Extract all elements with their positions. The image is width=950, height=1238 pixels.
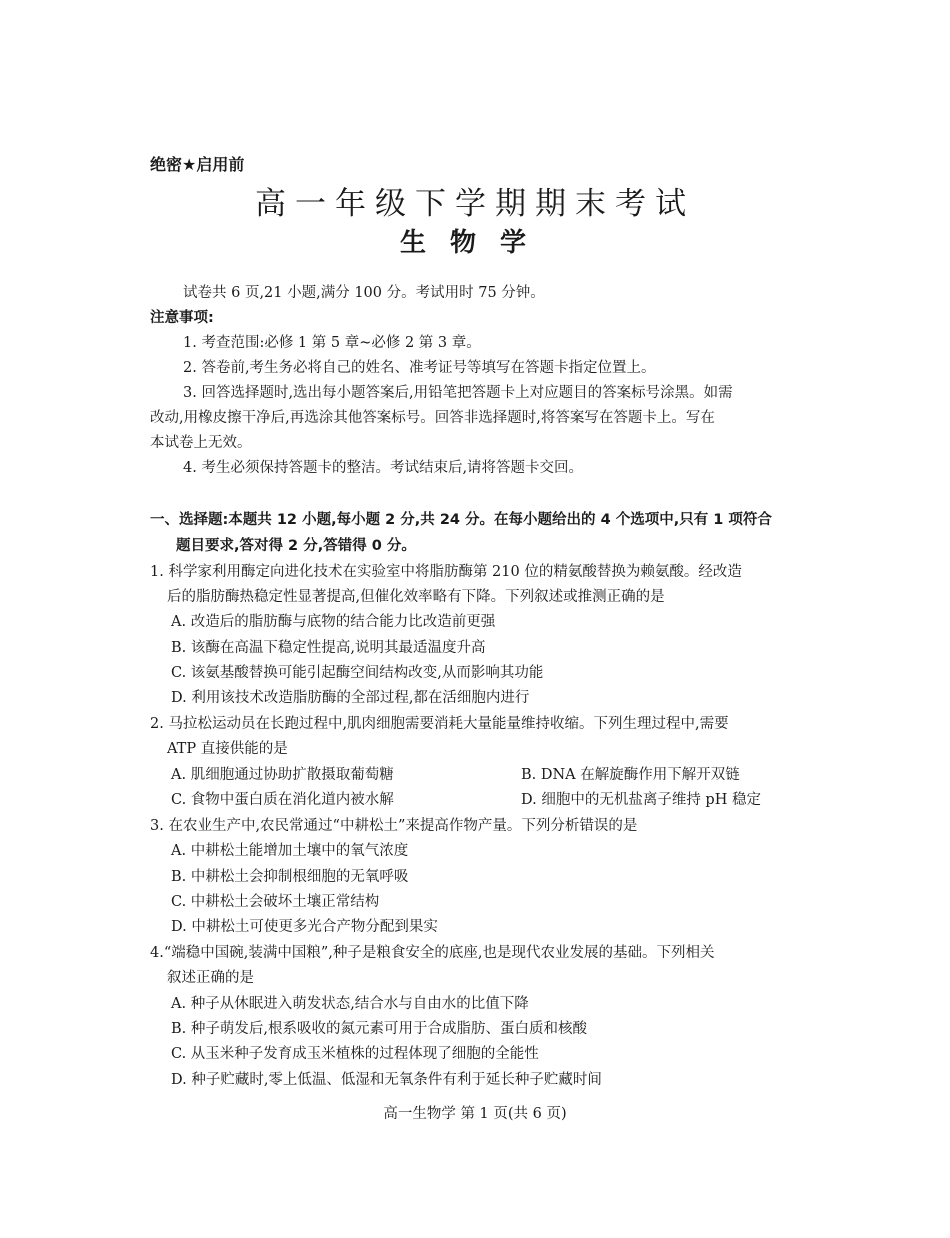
q1-stem-line-2: 后的脂肪酶热稳定性显著提高,但催化效率略有下降。下列叙述或推测正确的是 xyxy=(167,589,665,605)
q3-stem: 3. 在农业生产中,农民常通过“中耕松土”来提高作物产量。下列分析错误的是 xyxy=(150,818,638,834)
notice-item-3-line-1: 3. 回答选择题时,选出每小题答案后,用铅笔把答题卡上对应题目的答案标号涂黑。如需 xyxy=(183,385,733,401)
q3-option-b: B. 中耕松土会抑制根细胞的无氧呼吸 xyxy=(171,869,409,885)
q2-stem-line-1: 2. 马拉松运动员在长跑过程中,肌肉细胞需要消耗大量能量维持收缩。下列生理过程中,需要 xyxy=(150,716,729,732)
q4-option-c: C. 从玉米种子发育成玉米植株的过程体现了细胞的全能性 xyxy=(171,1046,539,1062)
q3-option-c: C. 中耕松土会破坏土壤正常结构 xyxy=(171,894,380,910)
q2-option-d: D. 细胞中的无机盐离子维持 pH 稳定 xyxy=(521,792,761,808)
q4-stem-line-2: 叙述正确的是 xyxy=(167,970,254,986)
section-1-heading-line-1: 一、选择题:本题共 12 小题,每小题 2 分,共 24 分。在每小题给出的 4 个选项中,只有 1 项符合 xyxy=(150,512,772,528)
notice-item-4: 4. 考生必须保持答题卡的整洁。考试结束后,请将答题卡交回。 xyxy=(183,460,584,476)
q1-option-c: C. 该氨基酸替换可能引起酶空间结构改变,从而影响其功能 xyxy=(171,665,544,681)
page-footer: 高一生物学 第 1 页(共 6 页) xyxy=(383,1106,567,1122)
exam-title: 高一年级下学期期末考试 xyxy=(255,186,695,222)
q1-option-b: B. 该酶在高温下稳定性提高,说明其最适温度升高 xyxy=(171,640,486,656)
q1-stem-line-1: 1. 科学家利用酶定向进化技术在实验室中将脂肪酶第 210 位的精氨酸替换为赖氨酸。经改造 xyxy=(150,564,742,580)
notice-item-1: 1. 考查范围:必修 1 第 5 章~必修 2 第 3 章。 xyxy=(183,335,481,351)
q2-option-b: B. DNA 在解旋酶作用下解开双链 xyxy=(521,767,740,783)
q4-option-b: B. 种子萌发后,根系吸收的氮元素可用于合成脂肪、蛋白质和核酸 xyxy=(171,1021,587,1037)
q4-stem-line-1: 4.“端稳中国碗,装满中国粮”,种子是粮食安全的底座,也是现代农业发展的基础。下列相关 xyxy=(150,945,715,961)
notice-heading: 注意事项: xyxy=(150,310,214,326)
section-1-heading-line-2: 题目要求,答对得 2 分,答错得 0 分。 xyxy=(176,538,416,554)
q2-option-a: A. 肌细胞通过协助扩散摄取葡萄糖 xyxy=(171,767,394,783)
q3-option-d: D. 中耕松土可使更多光合产物分配到果实 xyxy=(171,919,438,935)
q4-option-a: A. 种子从休眠进入萌发状态,结合水与自由水的比值下降 xyxy=(171,996,529,1012)
q1-option-a: A. 改造后的脂肪酶与底物的结合能力比改造前更强 xyxy=(171,614,496,630)
q1-option-d: D. 利用该技术改造脂肪酶的全部过程,都在活细胞内进行 xyxy=(171,690,530,706)
exam-intro: 试卷共 6 页,21 小题,满分 100 分。考试用时 75 分钟。 xyxy=(183,285,545,301)
q2-stem-line-2: ATP 直接供能的是 xyxy=(167,741,288,757)
notice-item-2: 2. 答卷前,考生务必将自己的姓名、准考证号等填写在答题卡指定位置上。 xyxy=(183,360,656,376)
q2-option-c: C. 食物中蛋白质在消化道内被水解 xyxy=(171,792,394,808)
notice-item-3-line-2: 改动,用橡皮擦干净后,再选涂其他答案标号。回答非选择题时,将答案写在答题卡上。写在 xyxy=(150,410,715,426)
subject-title: 生物学 xyxy=(399,228,550,258)
notice-item-3-line-3: 本试卷上无效。 xyxy=(150,435,252,451)
confidential-mark: 绝密★启用前 xyxy=(150,155,245,174)
q4-option-d: D. 种子贮藏时,零上低温、低湿和无氧条件有利于延长种子贮藏时间 xyxy=(171,1072,602,1088)
q3-option-a: A. 中耕松土能增加土壤中的氧气浓度 xyxy=(171,843,409,859)
